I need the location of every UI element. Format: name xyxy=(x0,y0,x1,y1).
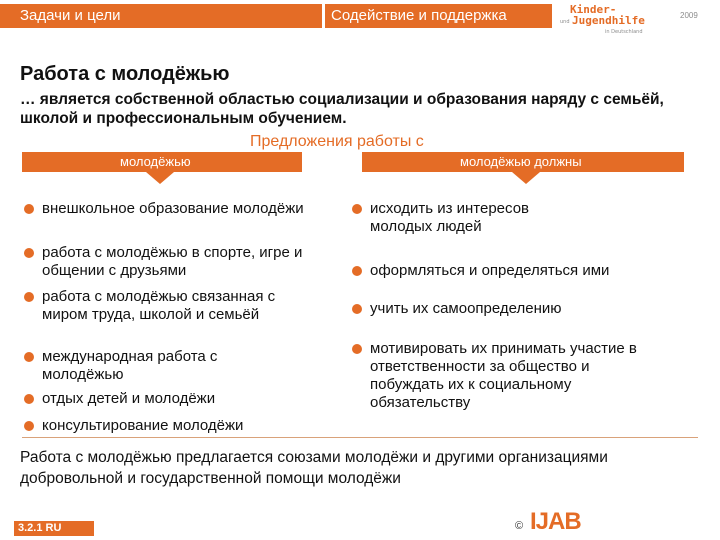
right-arrow-icon xyxy=(512,172,540,184)
page-title: Работа с молодёжью xyxy=(20,63,230,85)
bullet-icon xyxy=(352,204,362,214)
copyright-symbol: © xyxy=(515,520,524,532)
proposal-heading: Предложения работы с xyxy=(250,133,424,150)
left-list-item: консультирование молодёжи xyxy=(24,417,314,435)
section-tab-support-label: Содействие и поддержка xyxy=(331,7,507,24)
page-subtitle: … является собственной областью социализации и образования наряду с семьёй, школой и профессиональным обучением. xyxy=(20,91,664,127)
bullet-icon xyxy=(24,352,34,362)
right-list-item: исходить из интересов молодых людей xyxy=(352,200,592,236)
left-column-label: молодёжью xyxy=(120,154,191,169)
left-list-item: отдых детей и молодёжи xyxy=(24,390,314,408)
logo-und: und xyxy=(560,19,570,25)
ijab-logo: IJAB xyxy=(530,508,581,535)
logo-line3: in Deutschland xyxy=(605,29,643,35)
bullet-icon xyxy=(24,421,34,431)
bullet-icon xyxy=(352,344,362,354)
slide-number xyxy=(14,521,94,536)
kinder-jugendhilfe-logo xyxy=(560,2,680,38)
bullet-icon xyxy=(24,248,34,258)
bullet-icon xyxy=(24,292,34,302)
left-list-item: работа с молодёжью в спорте, игре и общении с друзьями xyxy=(24,244,314,280)
section-tab-tasks xyxy=(0,4,322,28)
logo-line2: Jugendhilfe xyxy=(572,14,645,27)
section-tab-support xyxy=(325,4,552,28)
left-arrow-icon xyxy=(146,172,174,184)
bullet-icon xyxy=(24,204,34,214)
top-bar xyxy=(0,0,720,35)
bullet-icon xyxy=(24,394,34,404)
slide-number-label: 3.2.1 RU xyxy=(18,522,62,534)
right-column-header xyxy=(362,152,684,172)
logo-line1: Kinder- xyxy=(570,3,617,16)
section-tab-tasks-label: Задачи и цели xyxy=(20,7,121,24)
footer-text: Работа с молодёжью предлагается союзами молодёжи и другими организациями добровольной и государственной помощи молодёжи xyxy=(20,449,608,487)
bullet-icon xyxy=(352,266,362,276)
right-list-item: мотивировать их принимать участие в ответственности за общество и побуждать их к социальному обязательству xyxy=(352,340,642,412)
right-list-item: учить их самоопределению xyxy=(352,300,692,318)
bullet-icon xyxy=(352,304,362,314)
left-list-item: международная работа с молодёжью xyxy=(24,348,274,384)
year-label: 2009 xyxy=(680,11,698,20)
left-list-item: работа с молодёжью связанная с миром труда, школой и семьёй xyxy=(24,288,314,324)
right-column-label: молодёжью должны xyxy=(460,154,582,169)
right-list-item: оформляться и определяться ими xyxy=(352,262,692,280)
divider xyxy=(22,437,698,438)
left-column-header xyxy=(22,152,302,172)
left-list-item: внешкольное образование молодёжи xyxy=(24,200,314,218)
